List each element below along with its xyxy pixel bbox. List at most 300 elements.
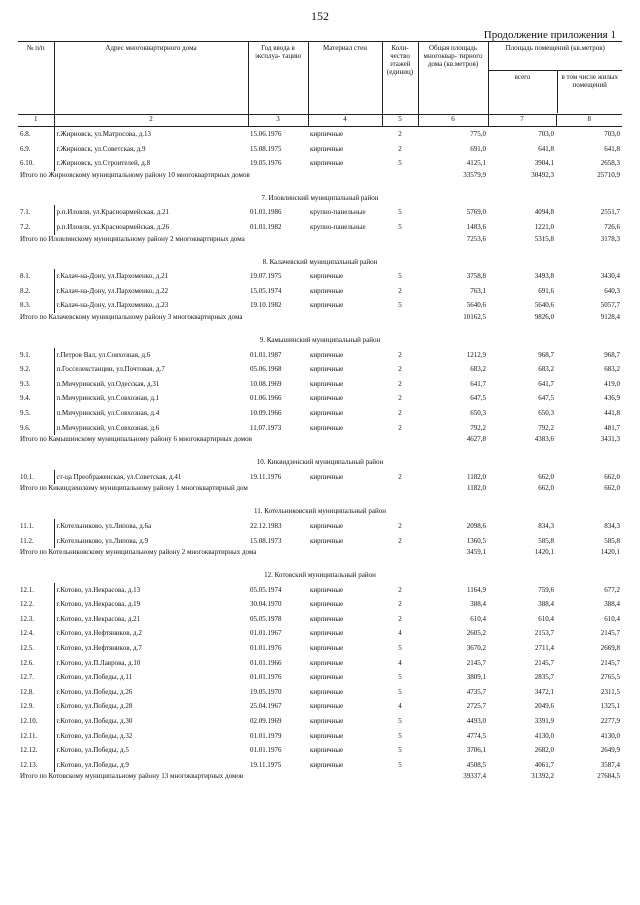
- row-total-area: 4493,0: [466, 717, 486, 726]
- row-premises-total: 3391,9: [534, 717, 554, 726]
- total-area: 10162,5: [463, 312, 486, 321]
- row-floors: 5: [398, 159, 402, 168]
- row-floors: 5: [398, 731, 402, 740]
- row-premises-total: 1221,0: [534, 223, 554, 232]
- row-material: кирпичные: [310, 159, 344, 168]
- row-year: 15.08.1973: [250, 536, 282, 545]
- row-address: г.Котово, ул.Победы, д.26: [56, 687, 133, 696]
- row-address: п.Мичуринский, ул.Совхозная, д.6: [56, 423, 160, 432]
- row-premises-living: 683,2: [604, 365, 620, 374]
- table-row: [18, 220, 622, 235]
- row-year: 05.05.1978: [250, 614, 282, 623]
- row-material: кирпичные: [310, 423, 344, 432]
- total-area: 4627,8: [466, 435, 486, 444]
- section-heading-row: [18, 455, 622, 470]
- column-number: 2: [54, 115, 248, 127]
- row-year: 11.07.1973: [250, 423, 282, 432]
- row-number: 6.8.: [18, 127, 54, 142]
- table-row: [18, 284, 622, 299]
- row-address: ст-ца Преображенская, ул.Советская, д.41: [56, 472, 182, 481]
- row-year: 01.01.1967: [250, 629, 282, 638]
- total-spacer: [382, 313, 418, 333]
- row-premises-total: 759,6: [538, 585, 554, 594]
- row-floors: 5: [398, 644, 402, 653]
- row-material: кирпичные: [310, 350, 344, 359]
- row-total-area: 5640,6: [466, 301, 486, 310]
- column-number: 6: [418, 115, 488, 127]
- row-total-area: 792,2: [470, 423, 486, 432]
- section-heading-row: [18, 255, 622, 270]
- column-number: 4: [308, 115, 382, 127]
- row-floors: 2: [398, 472, 402, 481]
- row-address: п.Госселекстанции, ул.Почтовая, д.7: [56, 365, 165, 374]
- row-material: кирпичные: [310, 394, 344, 403]
- row-floors: 5: [398, 223, 402, 232]
- table-row: [18, 583, 622, 598]
- row-floors: 2: [398, 286, 402, 295]
- row-total-area: 610,4: [470, 614, 486, 623]
- total-label: Итого по Калачевскому муниципальному району 3 многоквартирных дома: [20, 312, 243, 321]
- row-year: 19.05.1976: [250, 159, 282, 168]
- column-number: 1: [18, 115, 54, 127]
- row-total-area: 4774,5: [466, 731, 486, 740]
- row-floors: 4: [398, 658, 402, 667]
- total-label: Итого по Иловлинскому муниципальному району 2 многоквартирных дома: [20, 234, 245, 243]
- row-year: 19.10.1982: [250, 301, 282, 310]
- table-row: [18, 685, 622, 700]
- row-address: р.п.Иловля, ул.Красноармейская, д.21: [56, 208, 170, 217]
- row-number: 11.1.: [18, 519, 54, 534]
- table-row: [18, 656, 622, 671]
- total-spacer: [382, 484, 418, 504]
- row-number: 12.4.: [18, 626, 54, 641]
- header-floors: Коли- чество этажей (единиц): [382, 42, 418, 115]
- row-year: 05.05.1974: [250, 585, 282, 594]
- row-total-area: 4508,5: [466, 760, 486, 769]
- row-year: 02.09.1969: [250, 717, 282, 726]
- row-year: 10.08.1969: [250, 379, 282, 388]
- row-number: 9.1.: [18, 348, 54, 363]
- total-living: 9128,4: [600, 312, 620, 321]
- row-premises-living: 2145,7: [600, 629, 620, 638]
- row-floors: 2: [398, 614, 402, 623]
- row-address: р.п.Иловля, ул.Красноармейская, д.26: [56, 223, 170, 232]
- row-premises-total: 647,5: [538, 394, 554, 403]
- section-title: 10. Киквидзенский муниципальный район: [256, 458, 384, 467]
- row-premises-living: 1325,1: [600, 702, 620, 711]
- row-material: кирпичные: [310, 301, 344, 310]
- row-premises-total: 3904,1: [534, 159, 554, 168]
- row-premises-total: 4094,8: [534, 208, 554, 217]
- column-number: 7: [488, 115, 556, 127]
- row-number: 10.1.: [18, 470, 54, 485]
- row-material: кирпичные: [310, 702, 344, 711]
- section-title: 9. Камышинский муниципальный район: [259, 335, 381, 344]
- total-spacer: [382, 235, 418, 255]
- row-premises-living: 4130,0: [600, 731, 620, 740]
- row-premises-living: 5057,7: [600, 301, 620, 310]
- table-body: [18, 127, 622, 793]
- row-year: 01.01.1979: [250, 731, 282, 740]
- row-floors: 5: [398, 301, 402, 310]
- row-material: кирпичные: [310, 746, 344, 755]
- row-number: 12.1.: [18, 583, 54, 598]
- row-premises-total: 968,7: [538, 350, 554, 359]
- row-number: 9.6.: [18, 421, 54, 436]
- row-premises-living: 2649,9: [600, 746, 620, 755]
- row-premises-living: 419,0: [604, 379, 620, 388]
- header-year: Год ввода в эксплуа- тацию: [248, 42, 308, 115]
- total-living: 662,0: [604, 484, 620, 493]
- row-address: г.Котельниково, ул.Липова, д.6а: [56, 521, 152, 530]
- row-total-area: 5769,0: [466, 208, 486, 217]
- row-total-area: 1483,6: [466, 223, 486, 232]
- row-premises-living: 640,3: [604, 286, 620, 295]
- total-label: Итого по Камышинскому муниципальному району 6 многоквартирных домов: [20, 435, 252, 444]
- table-row: [18, 298, 622, 313]
- row-year: 01.01.1982: [250, 223, 282, 232]
- row-premises-living: 3587,4: [600, 760, 620, 769]
- row-floors: 2: [398, 350, 402, 359]
- row-number: 12.9.: [18, 699, 54, 714]
- row-floors: 5: [398, 272, 402, 281]
- row-address: г.Котово, ул.Победы, д.32: [56, 731, 133, 740]
- row-premises-living: 2765,5: [600, 673, 620, 682]
- row-premises-total: 2153,7: [534, 629, 554, 638]
- row-premises-total: 2682,0: [534, 746, 554, 755]
- row-number: 12.3.: [18, 612, 54, 627]
- total-premises: 4383,6: [534, 435, 554, 444]
- row-number: 9.2.: [18, 362, 54, 377]
- row-premises-living: 2658,3: [600, 159, 620, 168]
- row-floors: 2: [398, 379, 402, 388]
- row-material: кирпичные: [310, 472, 344, 481]
- row-total-area: 775,0: [470, 130, 486, 139]
- row-floors: 5: [398, 687, 402, 696]
- row-premises-living: 388,4: [604, 600, 620, 609]
- row-material: кирпичные: [310, 144, 344, 153]
- row-premises-living: 726,6: [604, 223, 620, 232]
- row-floors: 2: [398, 408, 402, 417]
- row-total-area: 2605,2: [466, 629, 486, 638]
- column-numbers-row: [18, 115, 622, 127]
- row-address: г.Котово, ул.Нефтяников, д.7: [56, 644, 142, 653]
- row-premises-total: 2145,7: [534, 658, 554, 667]
- table-row: [18, 406, 622, 421]
- row-address: г.Жирновск, ул.Матросова, д.13: [56, 130, 152, 139]
- total-label: Итого по Котовскому муниципальному району 13 многоквартирных домов: [20, 772, 244, 781]
- row-address: г.Жирновск, ул.Строителей, д.8: [56, 159, 151, 168]
- row-premises-total: 585,8: [538, 536, 554, 545]
- table-row: [18, 127, 622, 142]
- table-row: [18, 626, 622, 641]
- row-premises-living: 3430,4: [600, 272, 620, 281]
- row-year: 05.06.1968: [250, 365, 282, 374]
- row-premises-total: 641,8: [538, 144, 554, 153]
- header-address: Адрес многоквартирного дома: [54, 42, 248, 115]
- row-total-area: 4125,1: [466, 159, 486, 168]
- row-material: кирпичные: [310, 379, 344, 388]
- row-floors: 5: [398, 760, 402, 769]
- total-row: [18, 435, 622, 455]
- row-total-area: 763,1: [470, 286, 486, 295]
- row-premises-total: 792,2: [538, 423, 554, 432]
- row-floors: 2: [398, 585, 402, 594]
- section-title: 7. Иловлинский муниципальный район: [261, 193, 379, 202]
- row-address: г.Котово, ул.Победы, д.5: [56, 746, 129, 755]
- total-row: [18, 772, 622, 792]
- column-number: 5: [382, 115, 418, 127]
- row-total-area: 388,4: [470, 600, 486, 609]
- row-number: 6.10.: [18, 156, 54, 171]
- row-premises-living: 677,2: [604, 585, 620, 594]
- row-premises-total: 834,3: [538, 521, 554, 530]
- row-premises-living: 662,0: [604, 472, 620, 481]
- table-row: [18, 670, 622, 685]
- row-number: 9.4.: [18, 391, 54, 406]
- row-premises-living: 834,3: [604, 521, 620, 530]
- section-title: 8. Калачевский муниципальный район: [262, 257, 378, 266]
- row-premises-total: 691,6: [538, 286, 554, 295]
- row-total-area: 647,5: [470, 394, 486, 403]
- header-material: Материал стен: [308, 42, 382, 115]
- row-address: г.Петров Вал, ул.Совхозная, д.6: [56, 350, 151, 359]
- table-row: [18, 519, 622, 534]
- row-address: г.Котово, ул.Нефтяников, д.2: [56, 629, 142, 638]
- row-year: 15.06.1976: [250, 130, 282, 139]
- total-spacer: [382, 171, 418, 191]
- row-premises-living: 641,8: [604, 144, 620, 153]
- table-row: [18, 729, 622, 744]
- total-premises: 31392,2: [531, 772, 554, 781]
- row-premises-living: 585,8: [604, 536, 620, 545]
- row-floors: 5: [398, 717, 402, 726]
- row-premises-total: 2049,6: [534, 702, 554, 711]
- total-area: 1182,0: [467, 484, 486, 493]
- row-year: 01.01.1976: [250, 673, 282, 682]
- table-row: [18, 391, 622, 406]
- row-material: кирпичные: [310, 614, 344, 623]
- row-address: г.Котово, ул.Некрасова, д.13: [56, 585, 141, 594]
- table-row: [18, 641, 622, 656]
- row-year: 01.06.1966: [250, 394, 282, 403]
- section-heading-row: [18, 333, 622, 348]
- table-row: [18, 156, 622, 171]
- row-floors: 5: [398, 746, 402, 755]
- total-living: 3431,3: [600, 435, 620, 444]
- row-floors: 2: [398, 144, 402, 153]
- row-floors: 2: [398, 536, 402, 545]
- table-row: [18, 269, 622, 284]
- row-total-area: 4735,7: [466, 687, 486, 696]
- row-material: кирпичные: [310, 673, 344, 682]
- row-year: 22.12.1983: [250, 521, 282, 530]
- row-premises-total: 3472,1: [534, 687, 554, 696]
- header-premises-total: всего: [489, 71, 558, 113]
- total-living: 25710,9: [597, 170, 620, 179]
- row-material: кирпичные: [310, 521, 344, 530]
- row-material: кирпичные: [310, 760, 344, 769]
- table-row: [18, 533, 622, 548]
- row-material: кирпичные: [310, 536, 344, 545]
- row-year: 19.05.1970: [250, 687, 282, 696]
- row-year: 15.08.1975: [250, 144, 282, 153]
- row-premises-living: 968,7: [604, 350, 620, 359]
- total-label: Итого по Жирновскому муниципальному району 10 многоквартирных домов: [20, 170, 250, 179]
- row-number: 8.2.: [18, 284, 54, 299]
- row-material: кирпичные: [310, 365, 344, 374]
- row-address: г.Котово, ул.Победы, д.30: [56, 717, 133, 726]
- row-premises-total: 650,3: [538, 408, 554, 417]
- row-number: 12.6.: [18, 656, 54, 671]
- row-premises-living: 481,7: [604, 423, 620, 432]
- section-title: 11. Котельниковский муниципальный район: [254, 507, 386, 516]
- column-number: 8: [556, 115, 622, 127]
- total-row: [18, 313, 622, 333]
- row-premises-total: 388,4: [538, 600, 554, 609]
- row-material: кирпичные: [310, 731, 344, 740]
- row-premises-total: 3493,8: [534, 272, 554, 281]
- total-premises: 30492,3: [531, 170, 554, 179]
- row-total-area: 1164,9: [467, 585, 486, 594]
- table-row: [18, 421, 622, 436]
- total-area: 39337,4: [463, 772, 486, 781]
- table-row: [18, 377, 622, 392]
- row-floors: 5: [398, 673, 402, 682]
- row-floors: 4: [398, 629, 402, 638]
- row-premises-total: 2711,4: [535, 644, 554, 653]
- row-number: 12.12.: [18, 743, 54, 758]
- total-row: [18, 548, 622, 568]
- row-address: г.Жирновск, ул.Советская, д.9: [56, 144, 146, 153]
- table-row: [18, 348, 622, 363]
- row-premises-total: 5640,6: [534, 301, 554, 310]
- total-row: [18, 171, 622, 191]
- table-header-row: [18, 42, 622, 115]
- total-spacer: [382, 772, 418, 792]
- section-heading-row: [18, 504, 622, 519]
- row-year: 01.01.1986: [250, 208, 282, 217]
- row-number: 7.1.: [18, 205, 54, 220]
- table-row: [18, 142, 622, 157]
- row-premises-total: 641,7: [538, 379, 554, 388]
- continuation-caption: Продолжение приложения 1: [483, 29, 616, 41]
- row-material: кирпичные: [310, 600, 344, 609]
- header-premises-area: Площадь помещений (кв.метров): [489, 42, 623, 71]
- table-row: [18, 205, 622, 220]
- row-address: г.Котово, ул.Некрасова, д.19: [56, 600, 141, 609]
- total-row: [18, 484, 622, 504]
- row-year: 19.11.1976: [250, 472, 282, 481]
- row-number: 9.3.: [18, 377, 54, 392]
- total-area: 33579,9: [463, 170, 486, 179]
- row-premises-living: 441,8: [604, 408, 620, 417]
- total-label: Итого по Киквидзенскому муниципальному району 1 многоквартирный дом: [20, 484, 248, 493]
- row-total-area: 2145,7: [466, 658, 486, 667]
- row-total-area: 3758,8: [466, 272, 486, 281]
- row-total-area: 683,2: [470, 365, 486, 374]
- row-premises-total: 4130,0: [534, 731, 554, 740]
- row-floors: 2: [398, 130, 402, 139]
- row-number: 6.9.: [18, 142, 54, 157]
- row-total-area: 2098,6: [466, 521, 486, 530]
- row-premises-total: 2835,7: [534, 673, 554, 682]
- row-year: 01.01.1987: [250, 350, 282, 359]
- row-number: 12.11.: [18, 729, 54, 744]
- column-number: 3: [248, 115, 308, 127]
- row-material: кирпичные: [310, 658, 344, 667]
- row-premises-living: 610,4: [604, 614, 620, 623]
- page-number: 152: [311, 9, 329, 23]
- row-material: кирпичные: [310, 644, 344, 653]
- row-year: 30.04.1970: [250, 600, 282, 609]
- row-year: 15.05.1974: [250, 286, 282, 295]
- row-premises-living: 2669,8: [600, 644, 620, 653]
- row-number: 9.5.: [18, 406, 54, 421]
- row-premises-total: 4061,7: [534, 760, 554, 769]
- total-premises: 9826,0: [534, 312, 554, 321]
- total-area: 7253,6: [466, 234, 486, 243]
- row-total-area: 3670,2: [466, 644, 486, 653]
- section-title: 12. Котовский муниципальный район: [264, 571, 376, 580]
- row-premises-total: 610,4: [538, 614, 554, 623]
- row-premises-living: 2551,7: [600, 208, 620, 217]
- row-total-area: 1360,5: [466, 536, 486, 545]
- row-total-area: 641,7: [470, 379, 486, 388]
- row-material: кирпичные: [310, 717, 344, 726]
- row-number: 8.1.: [18, 269, 54, 284]
- row-address: п.Мичуринский, ул.Совхозная, д.1: [56, 394, 160, 403]
- section-heading-row: [18, 191, 622, 206]
- row-total-area: 650,3: [470, 408, 486, 417]
- row-floors: 2: [398, 394, 402, 403]
- row-material: кирпичные: [310, 130, 344, 139]
- row-floors: 2: [398, 365, 402, 374]
- row-total-area: 1212,9: [466, 350, 486, 359]
- total-row: [18, 235, 622, 255]
- table-row: [18, 714, 622, 729]
- row-premises-total: 683,2: [538, 365, 554, 374]
- row-material: кирпичные: [310, 629, 344, 638]
- total-living: 1420,1: [600, 548, 620, 557]
- table-row: [18, 743, 622, 758]
- row-address: г.Котово, ул.Некрасова, д.21: [56, 614, 141, 623]
- total-premises: 1420,1: [534, 548, 554, 557]
- row-premises-living: 2145,7: [600, 658, 620, 667]
- row-premises-total: 703,0: [538, 130, 554, 139]
- total-living: 3178,3: [600, 234, 620, 243]
- row-number: 12.7.: [18, 670, 54, 685]
- row-number: 8.3.: [18, 298, 54, 313]
- total-premises: 662,0: [538, 484, 554, 493]
- row-address: г.Калач-на-Дону, ул.Пархоменко, д.23: [56, 301, 169, 310]
- row-material: кирпичные: [310, 687, 344, 696]
- row-material: кирпичные: [310, 272, 344, 281]
- row-year: 01.01.1976: [250, 644, 282, 653]
- row-number: 11.2.: [18, 533, 54, 548]
- row-year: 19.07.1975: [250, 272, 282, 281]
- table-row: [18, 612, 622, 627]
- row-address: г.Котово, ул.Победы, д.28: [56, 702, 133, 711]
- row-total-area: 1182,0: [467, 472, 486, 481]
- row-address: г.Котово, ул.П.Лаврова, д.10: [56, 658, 141, 667]
- row-year: 01.01.1966: [250, 658, 282, 667]
- row-year: 01.01.1976: [250, 746, 282, 755]
- row-floors: 2: [398, 600, 402, 609]
- table-row: [18, 758, 622, 773]
- row-total-area: 2725,7: [466, 702, 486, 711]
- header-no: № п/п: [18, 42, 54, 115]
